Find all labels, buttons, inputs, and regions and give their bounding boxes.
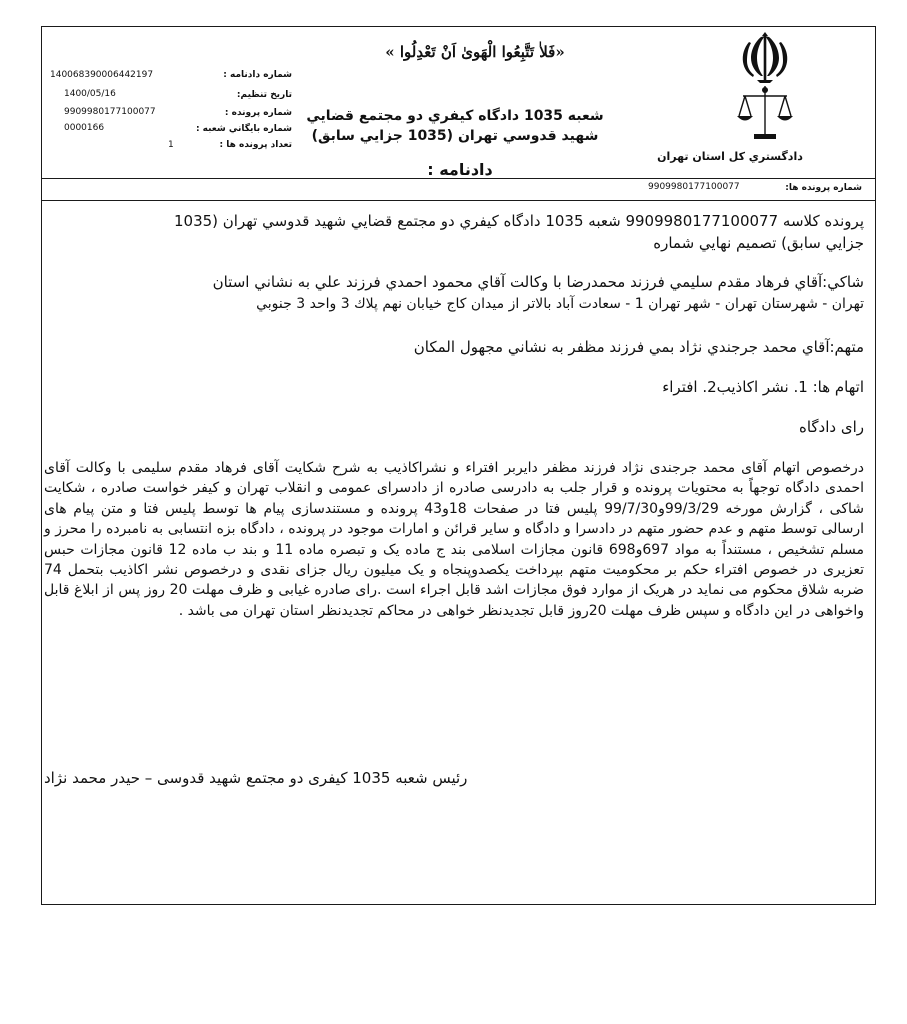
case-number-value: 9909980177100077: [648, 182, 740, 192]
organization-name: دادگستري كل استان تهران: [657, 150, 803, 163]
sub-header-divider: [41, 200, 876, 201]
meta-label-archive-number: شماره بايگاني شعبه :: [195, 124, 292, 134]
verdict-text: درخصوص اتهام آقای محمد جرجندی نژاد فرزند مظفر دایربر افتراء و نشراکاذیب به شرح شکایت آقای فرهاد مقدم سلیمی با وکالت آقای احمدی دادگاه توجهاً به محتویات پرونده و قرار جلب به دادرسی صادره از دادسرای عمومی و انقلاب تهران و کیفر خواست صادره ، شکایت شاکی ، گزارش مورخه 99/3/29و99/7/30 پلیس فتا در صفحات 18و43 پرونده و مستندسازی پیام ها توسط پلیس فتا و متن پیام های ارسالی توسط متهم و عدم حضور متهم در دادسرا و دادگاه و سایر قرائن و امارات موجود در پرونده ، دادگاه بزه انتسابی به نامبرده را محرز و مسلم تشخیص ، مستنداً به مواد 697و698 قانون مجازات اسلامی بند ج ماده یک و تبصره ماده 11 و بند ب ماده 12 قانون مجازات حبس تعزیری در خصوص افتراء حکم بر محکومیت متهم بپرداخت یکصدوپنجاه و یک میلیون ریال جزای نقدی و درخصوص نشر اکاذیب بتحمل 74 ضربه شلاق محکوم می نماید در هریک از موارد فوق مجازات اشد قابل اجراء است .رای صادره غیابی و ظرف مهلت 20 روز پس از ابلاغ قابل واخواهی در این دادگاه و سپس ظرف مهلت 20روز قابل تجدیدنظر خواهی در محاکم تجدیدنظر استان تهران می باشد .: [44, 460, 865, 619]
verdict-title: راى دادگاه: [798, 418, 864, 436]
case-reference-line-1: پرونده كلاسه 9909980177100077 شعبه 1035 دادگاه كيفري دو مجتمع قضايي شهيد قدوسي تهران (1035: [173, 212, 864, 230]
meta-value-case-number: 9909980177100077: [64, 107, 156, 117]
case-number-label: شماره پرونده ها:: [785, 183, 862, 193]
court-name-line-1: شعبه 1035 دادگاه كيفري دو مجتمع قضايي: [306, 108, 604, 124]
meta-label-verdict-number: شماره دادنامه :: [223, 70, 292, 80]
quran-verse: «فَلاٰ تَتَّبِعُوا الْهَوىٰ اَنْ تَعْدِلُوا »: [385, 43, 565, 61]
meta-value-verdict-number: 140068390006442197: [50, 70, 154, 80]
charges-line: اتهام ها: 1. نشر اكاذيب2. افتراء: [662, 378, 864, 396]
judge-signature: رئیس شعبه 1035 کیفری دو مجتمع شهید قدوسی – حیدر محمد نژاد: [44, 769, 468, 787]
meta-value-case-count: 1: [168, 140, 174, 150]
meta-label-case-count: تعداد پرونده ها :: [219, 140, 292, 150]
meta-label-case-number: شماره پرونده :: [224, 108, 292, 118]
meta-value-issue-date: 1400/05/16: [64, 89, 116, 99]
meta-label-issue-date: تاريخ تنظيم:: [236, 90, 292, 100]
document-type-title: دادنامه :: [427, 160, 493, 179]
iran-emblem-icon: [735, 30, 795, 142]
meta-value-archive-number: 0000166: [64, 123, 105, 133]
defendant-line: متهم:آقاي محمد جرجندي نژاد بمي فرزند مظفر به نشاني مجهول المكان: [413, 338, 864, 356]
plaintiff-line-1: شاكي:آقاي فرهاد مقدم سليمي فرزند محمدرضا با وكالت آقاي محمود احمدي فرزند علي به نشاني استان: [212, 273, 864, 291]
case-reference-line-2: جزايي سابق) تصميم نهايي شماره: [653, 234, 864, 252]
court-name-line-2: شهيد قدوسي تهران (1035 جزايي سابق): [311, 128, 599, 144]
plaintiff-line-2: تهران - شهرستان تهران - شهر تهران 1 - سعادت آباد بالاتر از ميدان كاج خيابان نهم پلاك 3 واحد 3 جنوبي: [256, 296, 864, 312]
header-divider: [41, 178, 876, 179]
